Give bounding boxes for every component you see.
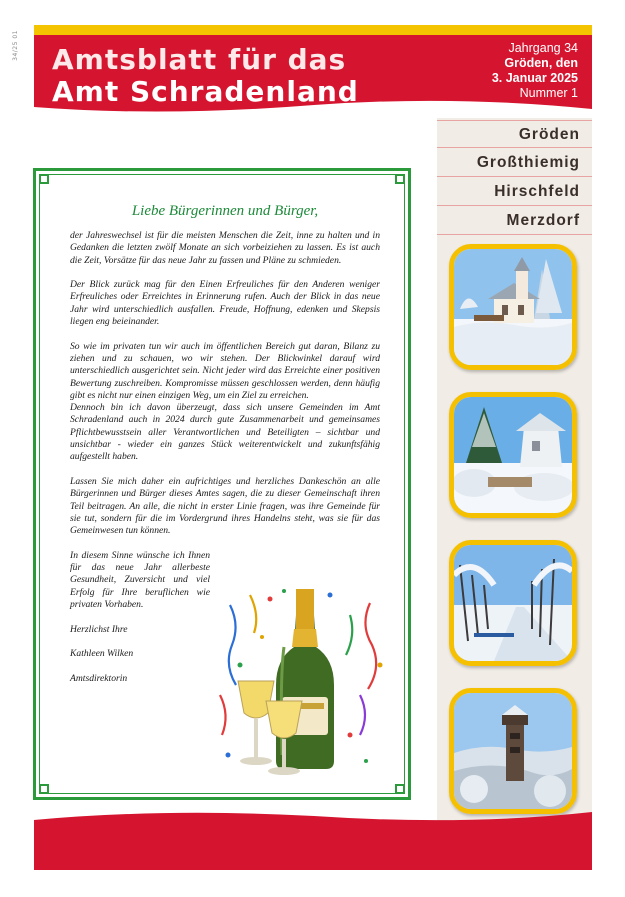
issue-info xyxy=(492,41,578,101)
page-code: 34/25 01 xyxy=(12,30,19,61)
photo-winter-tower xyxy=(449,688,577,814)
header-gold-bar xyxy=(34,25,592,35)
champagne-illustration xyxy=(210,585,390,780)
letter-paragraph xyxy=(70,476,380,537)
masthead-title-line1: Amtsblatt für das xyxy=(52,43,347,76)
issue-number: Nummer 1 xyxy=(519,86,578,100)
frame-corner-ornament xyxy=(395,174,405,184)
issue-volume: Jahrgang 34 xyxy=(508,41,578,55)
footer-band xyxy=(34,808,592,870)
photo-winter-church xyxy=(449,244,577,370)
letter-paragraph: Dennoch bin ich davon überzeugt, dass sich unsere Gemeinden im Amt Schradenland auch in 2024 durch gute Zusammenarbeit und gemeinsames Pflichtbewusstsein aller Verantwortlichen und Beteiligten – sichtbar und unsichtbar - wieder ein ganzes Stück weiterentwickelt und zukunftsfähig aufgestellt haben. xyxy=(70,402,380,463)
letter-paragraph: Der Blick zurück mag für den Einen Erfreuliches für den Anderen weniger Erfreuliches oder Erreichtes in Erinnerung rufen. Auch der Blick in das neue Jahr wird unterschiedlich ausfallen. Freude, Hoffnung, edenken und Skepsis liegen eng beieinander. xyxy=(70,279,380,328)
footer-red-band xyxy=(34,808,592,870)
letter-signatory-name: Kathleen Wilken xyxy=(70,648,134,660)
photo-winter-house xyxy=(449,392,577,518)
letter-paragraph: In diesem Sinne wünsche ich Ihnen für das neue Jahr allerbeste Gesundheit, Zuversicht und viel Erfolg für Ihre beruflichen wie privaten Vorhaben. xyxy=(70,549,210,610)
issue-date: 3. Januar 2025 xyxy=(491,71,578,85)
letter-signatory-role: Amtsdirektorin xyxy=(70,672,128,684)
sidebar-place-groeden: Gröden xyxy=(437,120,592,148)
masthead xyxy=(34,35,592,121)
frame-corner-ornament xyxy=(39,784,49,794)
issue-place-date: Gröden, den xyxy=(504,56,578,70)
sidebar-place-grossthiemig: Großthiemig xyxy=(437,149,592,177)
sidebar-place-merzdorf: Merzdorf xyxy=(437,207,592,235)
frame-corner-ornament xyxy=(395,784,405,794)
photo-winter-avenue xyxy=(449,540,577,666)
frame-corner-ornament xyxy=(39,174,49,184)
letter-closing: Herzlichst Ihre xyxy=(70,623,128,635)
masthead-title-line2: Amt Schradenland xyxy=(52,75,359,108)
letter-paragraph: der Jahreswechsel ist für die meisten Menschen die Zeit, inne zu halten und in Gedanken die letzten zwölf Monate an sich vorbeiziehen zu lassen. Es ist auch die Zeit, Vorsätze für das neue Jahr zu fassen und Pläne zu schmieden. xyxy=(70,230,380,266)
sidebar-place-hirschfeld: Hirschfeld xyxy=(437,178,592,206)
letter-paragraph-text: Lassen Sie mich daher ein aufrichtiges und herzliches Dankeschön an alle Bürgerinnen und Bürger dieses Amtes sagen, die zu dieser Gemeinschaft ihren Teil beitragen. An alle, die nicht in erster Linie fragen, was ihre Gemeinde für sie tut, sondern für die im Vordergrund ihres Handelns steht, was sie für das Gemeinwesen tun können. xyxy=(70,475,380,537)
letter-paragraph: So wie im privaten tun wir auch im öffentlichen Bereich gut daran, Bilanz zu ziehen und zu schauen, wo wir stehen. Der Blickwinkel darauf wird unterschiedlich ausgerichtet sein. Nicht jeder wird das Erreichte einer positiven Bewertung zuschreiben. Kompromisse müssen geschlossen werden, denn häufig gibt es nicht nur einen einzigen Weg, um ein Ziel zu erreichen. xyxy=(70,340,380,401)
letter-title: Liebe Bürgerinnen und Bürger, xyxy=(131,203,319,219)
